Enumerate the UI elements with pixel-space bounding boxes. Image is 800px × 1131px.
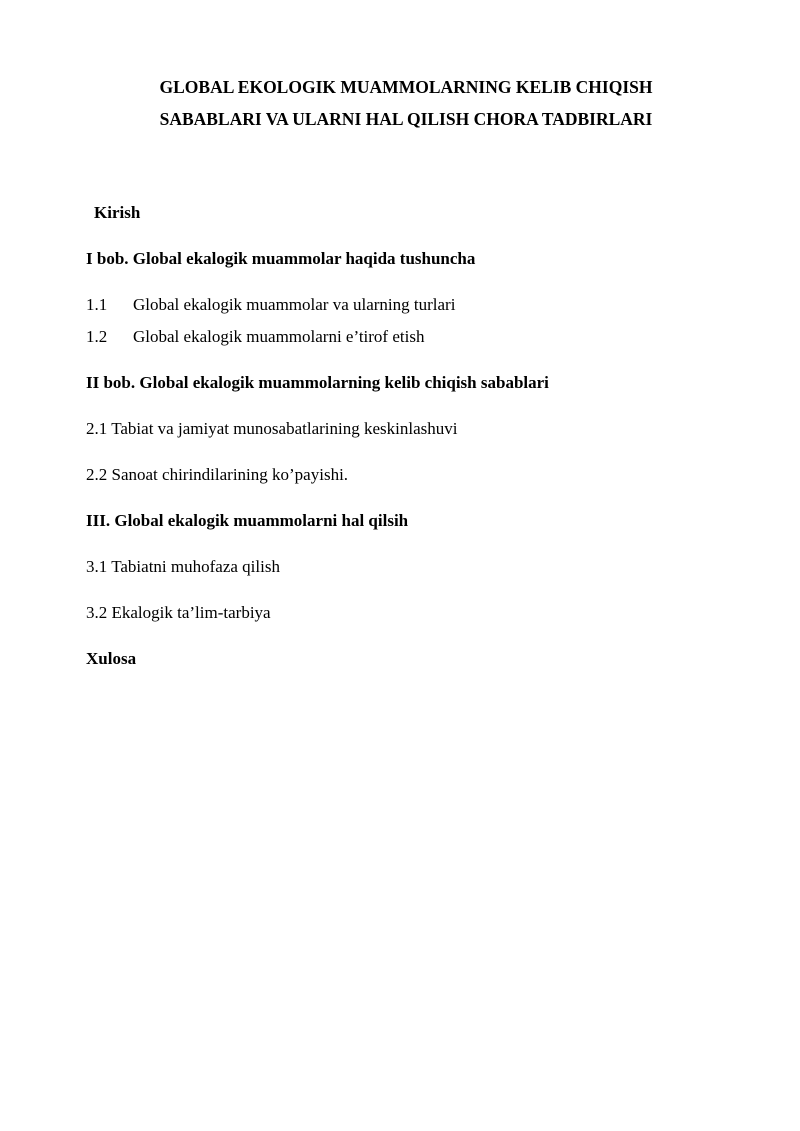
toc-chapter-2: II bob. Global ekalogik muammolarning kelib chiqish sabablari <box>86 373 549 392</box>
toc-section-1-1 <box>86 294 455 316</box>
title-line-1: GLOBAL EKOLOGIK MUAMMOLARNING KELIB CHIQISH <box>159 77 653 97</box>
section-text: Global ekalogik muammolar va ularning turlari <box>133 295 456 314</box>
toc-section-3-2: 3.2 Ekalogik ta’lim-tarbiya <box>86 603 271 622</box>
toc-chapter-1: I bob. Global ekalogik muammolar haqida tushuncha <box>86 249 476 268</box>
toc-intro: Kirish <box>94 203 141 222</box>
toc-section-1-2 <box>86 326 424 348</box>
section-number: 1.1 <box>86 295 108 314</box>
section-number: 1.2 <box>86 327 108 346</box>
section-text: Global ekalogik muammolarni e’tirof etish <box>133 327 425 346</box>
toc-conclusion: Xulosa <box>86 649 137 668</box>
toc-chapter-3: III. Global ekalogik muammolarni hal qilsih <box>86 511 409 530</box>
toc-section-3-1: 3.1 Tabiatni muhofaza qilish <box>86 557 280 576</box>
title-line-2: SABABLARI VA ULARNI HAL QILISH CHORA TADBIRLARI <box>159 109 653 129</box>
toc-section-2-2: 2.2 Sanoat chirindilarining ko’payishi. <box>86 465 349 484</box>
toc-section-2-1: 2.1 Tabiat va jamiyat munosabatlarining keskinlashuvi <box>86 419 458 438</box>
